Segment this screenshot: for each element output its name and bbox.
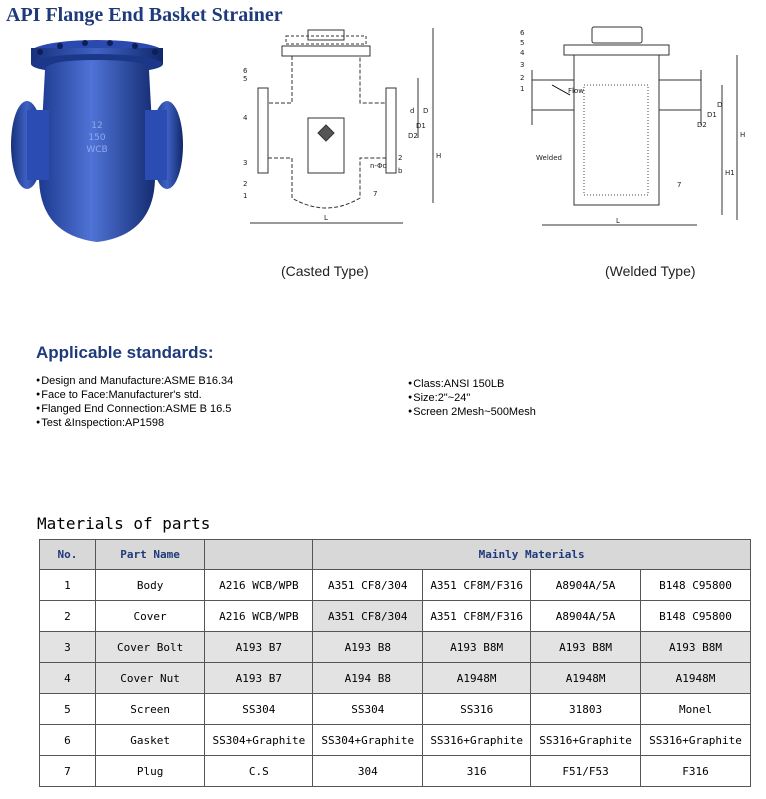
- cell-material: A193 B7: [205, 632, 313, 663]
- svg-text:150: 150: [88, 133, 106, 143]
- svg-text:Welded: Welded: [536, 154, 562, 162]
- cell-part: Cover: [95, 601, 205, 632]
- svg-text:H: H: [436, 152, 442, 160]
- table-row: [40, 725, 751, 756]
- header-blank: [205, 540, 313, 570]
- cell-material: SS316+Graphite: [531, 725, 641, 756]
- cell-material: SS304+Graphite: [205, 725, 313, 756]
- cell-no: 5: [40, 694, 96, 725]
- svg-text:D2: D2: [697, 121, 707, 129]
- svg-text:D1: D1: [707, 111, 717, 119]
- cell-material: 31803: [531, 694, 641, 725]
- svg-text:4: 4: [520, 49, 525, 57]
- table-row: [40, 694, 751, 725]
- cell-no: 4: [40, 663, 96, 694]
- cell-material: F51/F53: [531, 756, 641, 787]
- svg-text:3: 3: [243, 159, 248, 167]
- cell-material: A216 WCB/WPB: [205, 570, 313, 601]
- standard-item: ● Size:2"~24": [408, 391, 536, 405]
- cell-material: B148 C95800: [641, 570, 751, 601]
- cell-material: A351 CF8M/F316: [423, 570, 531, 601]
- svg-text:7: 7: [373, 190, 378, 198]
- svg-text:d: d: [410, 107, 415, 115]
- svg-text:H: H: [740, 131, 746, 139]
- cell-material: A351 CF8/304: [313, 570, 423, 601]
- standard-item: ● Test &Inspection:AP1598: [36, 416, 233, 430]
- standard-item: ● Flanged End Connection:ASME B 16.5: [36, 402, 233, 416]
- svg-text:D2: D2: [408, 132, 418, 140]
- cell-material: A193 B8: [313, 632, 423, 663]
- svg-text:Flow: Flow: [568, 87, 584, 95]
- cell-part: Body: [95, 570, 205, 601]
- cell-material: A1948M: [641, 663, 751, 694]
- table-row: [40, 756, 751, 787]
- casted-caption: (Casted Type): [281, 263, 369, 279]
- svg-text:L: L: [324, 214, 328, 222]
- cell-material: SS316+Graphite: [423, 725, 531, 756]
- header-no: No.: [40, 540, 96, 570]
- cell-material: F316: [641, 756, 751, 787]
- svg-text:b: b: [398, 167, 403, 175]
- svg-text:1: 1: [243, 192, 248, 200]
- cell-material: A1948M: [531, 663, 641, 694]
- cell-material: A194 B8: [313, 663, 423, 694]
- cell-no: 6: [40, 725, 96, 756]
- cell-material: C.S: [205, 756, 313, 787]
- casted-type-drawing: [238, 28, 463, 233]
- svg-text:5: 5: [243, 75, 248, 83]
- svg-text:L: L: [616, 217, 620, 225]
- standard-item: ● Face to Face:Manufacturer's std.: [36, 388, 233, 402]
- svg-text:5: 5: [520, 39, 525, 47]
- svg-text:D1: D1: [416, 122, 426, 130]
- cell-no: 2: [40, 601, 96, 632]
- cell-material: Monel: [641, 694, 751, 725]
- svg-text:2: 2: [398, 154, 403, 162]
- cell-material: A216 WCB/WPB: [205, 601, 313, 632]
- welded-type-drawing: [512, 25, 762, 233]
- table-row: [40, 663, 751, 694]
- cell-material: A193 B7: [205, 663, 313, 694]
- svg-text:4: 4: [243, 114, 248, 122]
- standards-list-right: [408, 377, 536, 419]
- materials-heading: Materials of parts: [37, 514, 211, 533]
- svg-text:6: 6: [243, 67, 248, 75]
- cell-material: SS304+Graphite: [313, 725, 423, 756]
- strainer-photo: [5, 30, 185, 250]
- table-header-row: [40, 540, 751, 570]
- cell-material: SS316: [423, 694, 531, 725]
- cell-material: 304: [313, 756, 423, 787]
- materials-table: [39, 539, 751, 787]
- cell-material: A193 B8M: [531, 632, 641, 663]
- cell-material: A193 B8M: [423, 632, 531, 663]
- cell-material: A8904A/5A: [531, 601, 641, 632]
- svg-text:6: 6: [520, 29, 525, 37]
- table-row: [40, 632, 751, 663]
- cell-material: A351 CF8M/F316: [423, 601, 531, 632]
- cell-material: A351 CF8/304: [313, 601, 423, 632]
- svg-text:7: 7: [677, 181, 682, 189]
- cell-material: A8904A/5A: [531, 570, 641, 601]
- svg-text:n-Φd: n-Φd: [370, 162, 387, 170]
- standard-item: ● Screen 2Mesh~500Mesh: [408, 405, 536, 419]
- svg-text:12: 12: [91, 121, 103, 131]
- svg-text:2: 2: [520, 74, 525, 82]
- svg-text:1: 1: [520, 85, 525, 93]
- header-mainly-materials: Mainly Materials: [313, 540, 751, 570]
- cell-part: Plug: [95, 756, 205, 787]
- cell-material: A193 B8M: [641, 632, 751, 663]
- cell-no: 7: [40, 756, 96, 787]
- cell-material: A1948M: [423, 663, 531, 694]
- standard-item: ● Design and Manufacture:ASME B16.34: [36, 374, 233, 388]
- table-row: [40, 570, 751, 601]
- cell-no: 3: [40, 632, 96, 663]
- svg-text:3: 3: [520, 61, 525, 69]
- svg-text:2: 2: [243, 180, 248, 188]
- cell-material: SS304: [205, 694, 313, 725]
- svg-text:WCB: WCB: [86, 145, 108, 155]
- cell-material: 316: [423, 756, 531, 787]
- standards-heading: Applicable standards:: [36, 343, 214, 362]
- welded-caption: (Welded Type): [605, 263, 696, 279]
- cell-material: SS304: [313, 694, 423, 725]
- cell-part: Cover Bolt: [95, 632, 205, 663]
- table-row: [40, 601, 751, 632]
- cell-part: Screen: [95, 694, 205, 725]
- cell-no: 1: [40, 570, 96, 601]
- cell-part: Gasket: [95, 725, 205, 756]
- standards-list-left: [36, 374, 233, 430]
- cell-part: Cover Nut: [95, 663, 205, 694]
- svg-text:D: D: [717, 101, 723, 109]
- standard-item: ● Class:ANSI 150LB: [408, 377, 536, 391]
- cell-material: B148 C95800: [641, 601, 751, 632]
- cell-material: SS316+Graphite: [641, 725, 751, 756]
- page-title: API Flange End Basket Strainer: [6, 4, 283, 26]
- svg-text:D: D: [423, 107, 429, 115]
- header-part-name: Part Name: [95, 540, 205, 570]
- svg-text:H1: H1: [725, 169, 735, 177]
